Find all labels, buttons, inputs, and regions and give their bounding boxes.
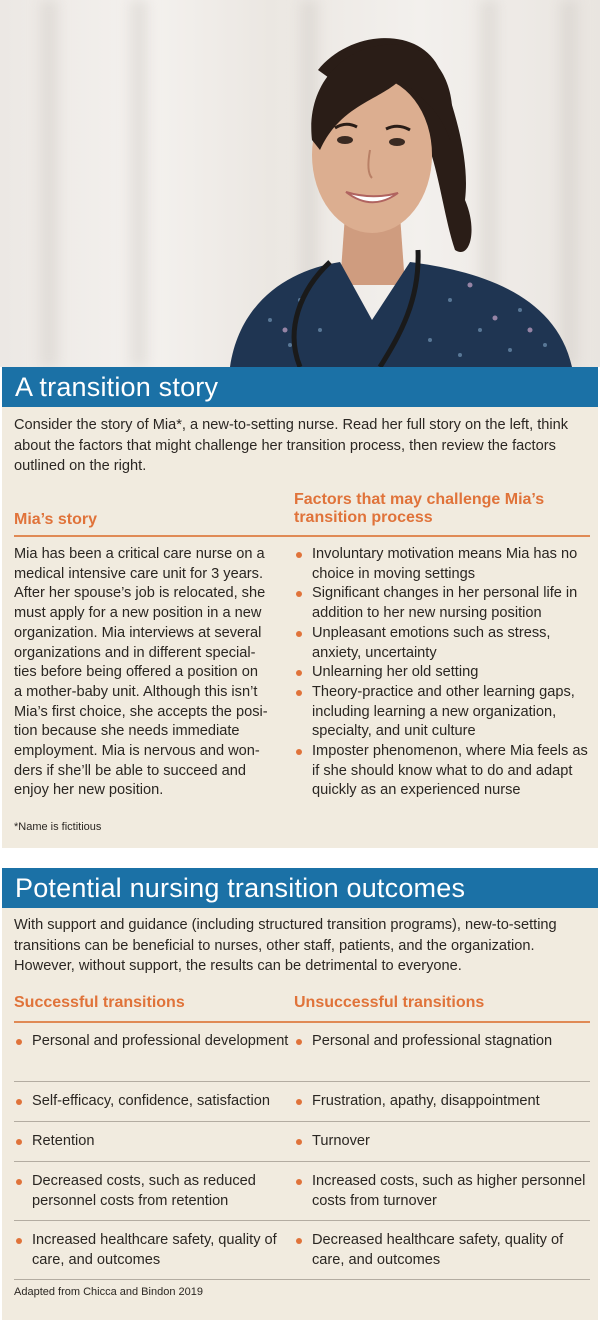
row-divider [14, 1161, 590, 1162]
bullet-icon [296, 670, 302, 676]
unsuccessful-cell [294, 1032, 592, 1052]
outcome-text: Decreased healthcare safety, quality of care, and outcomes [312, 1232, 564, 1268]
heading-divider [14, 1021, 590, 1023]
bullet-icon [296, 1099, 302, 1105]
unsuccessful-cell [294, 1092, 592, 1112]
outcomes-intro: With support and guidance (including structured transition programs), new-to-setting transitions can be beneficial to nurses, other staff, patients, and the organization. However, without support, the results can be detrimental to everyone. [14, 917, 557, 974]
bullet-icon [16, 1179, 22, 1185]
unsuccessful-heading: Unsuccessful transitions [294, 994, 485, 1011]
factor-text: Imposter phenomenon, where Mia feels as if she should know what to do and adapt quickly as an experienced nurse [312, 743, 588, 799]
fictitious-name-footnote: *Name is fictitious [14, 821, 102, 833]
nurse-photo [0, 0, 600, 367]
section-title-outcomes: Potential nursing transition outcomes [2, 868, 598, 908]
bullet-icon [296, 749, 302, 755]
bullet-icon [16, 1039, 22, 1045]
successful-cell [14, 1092, 294, 1112]
mias-story-text [14, 545, 282, 801]
factor-text: Significant changes in her personal life in addition to her new nursing position [312, 585, 578, 622]
transition-story-panel [2, 407, 598, 848]
bullet-icon [296, 690, 302, 696]
successful-cell [14, 1132, 294, 1152]
story-line: organizations and in different special- [14, 644, 256, 661]
bullet-icon [296, 1039, 302, 1045]
unsuccessful-cell [294, 1132, 592, 1152]
outcome-text: Turnover [312, 1133, 370, 1149]
source-citation: Adapted from Chicca and Bindon 2019 [14, 1286, 203, 1298]
bullet-icon [16, 1099, 22, 1105]
nurse-illustration [0, 0, 600, 367]
successful-cell [14, 1172, 294, 1211]
story-line: ties before being offered a position on [14, 664, 258, 681]
factor-item [294, 683, 594, 742]
story-line: medical intensive care unit for 3 years. [14, 565, 264, 582]
outcome-text: Decreased costs, such as reduced personnel costs from retention [32, 1173, 256, 1209]
factor-item [294, 545, 594, 584]
successful-heading: Successful transitions [14, 994, 185, 1011]
factors-heading [294, 491, 544, 527]
factor-text: Theory-practice and other learning gaps, including learning a new organization, specialty, and unit culture [312, 683, 575, 740]
bullet-icon [296, 591, 302, 597]
unsuccessful-cell [294, 1231, 592, 1270]
bullet-icon [16, 1139, 22, 1145]
factor-item [294, 663, 594, 683]
story-line: After her spouse’s job is relocated, she [14, 585, 266, 602]
outcome-row [14, 1172, 592, 1211]
outcome-row [14, 1032, 592, 1052]
mias-story-heading: Mia’s story [14, 511, 97, 528]
story-line: Mia has been a critical care nurse on a [14, 546, 265, 562]
factor-text: Unlearning her old setting [312, 664, 479, 681]
factor-text: Unpleasant emotions such as stress, anxiety, uncertainty [312, 624, 551, 661]
row-divider [14, 1081, 590, 1082]
story-line: organization. Mia interviews at several [14, 624, 262, 641]
story-line: must apply for a new position in a new [14, 605, 262, 622]
bullet-icon [296, 1238, 302, 1244]
story-line: tion because she needs immediate [14, 723, 240, 740]
bullet-icon [296, 1179, 302, 1185]
outcome-text: Frustration, apathy, disappointment [312, 1093, 540, 1109]
transition-story-intro: Consider the story of Mia*, a new-to-setting nurse. Read her full story on the left, think about the factors that might challenge her transition process, then review the factors outlined on the right. [14, 417, 569, 474]
story-line: ders if she’ll be able to succeed and [14, 762, 247, 779]
bullet-icon [296, 631, 302, 637]
story-line: employment. Mia is nervous and won- [14, 743, 260, 760]
story-line: enjoy her new position. [14, 782, 164, 799]
bullet-icon [296, 552, 302, 558]
outcome-text: Increased healthcare safety, quality of care, and outcomes [32, 1232, 277, 1268]
row-divider [14, 1121, 590, 1122]
row-divider [14, 1279, 590, 1280]
outcome-text: Increased costs, such as higher personnel costs from turnover [312, 1173, 586, 1209]
outcome-text: Retention [32, 1133, 95, 1149]
heading-divider [14, 535, 590, 537]
bullet-icon [16, 1238, 22, 1244]
outcome-row [14, 1231, 592, 1270]
outcomes-panel [2, 908, 598, 1320]
factor-text: Involuntary motivation means Mia has no choice in moving settings [312, 546, 578, 582]
factors-heading-line1: Factors that may challenge Mia’s [294, 491, 545, 508]
section-title-transition-story: A transition story [2, 367, 598, 407]
outcome-row [14, 1092, 592, 1112]
factors-heading-line2: transition process [294, 509, 433, 526]
successful-cell [14, 1231, 294, 1270]
story-line: a mother-baby unit. Although this isn’t [14, 683, 258, 700]
row-divider [14, 1220, 590, 1221]
factors-list [294, 545, 594, 801]
factor-item [294, 584, 594, 623]
successful-cell [14, 1032, 294, 1052]
outcome-text: Self-efficacy, confidence, satisfaction [32, 1093, 270, 1109]
story-line: Mia’s first choice, she accepts the posi- [14, 703, 268, 720]
outcome-text: Personal and professional stagnation [312, 1033, 553, 1049]
factor-item [294, 742, 594, 801]
factor-item [294, 624, 594, 663]
outcome-text: Personal and professional development [32, 1033, 289, 1049]
unsuccessful-cell [294, 1172, 592, 1211]
outcome-row [14, 1132, 592, 1152]
bullet-icon [296, 1139, 302, 1145]
